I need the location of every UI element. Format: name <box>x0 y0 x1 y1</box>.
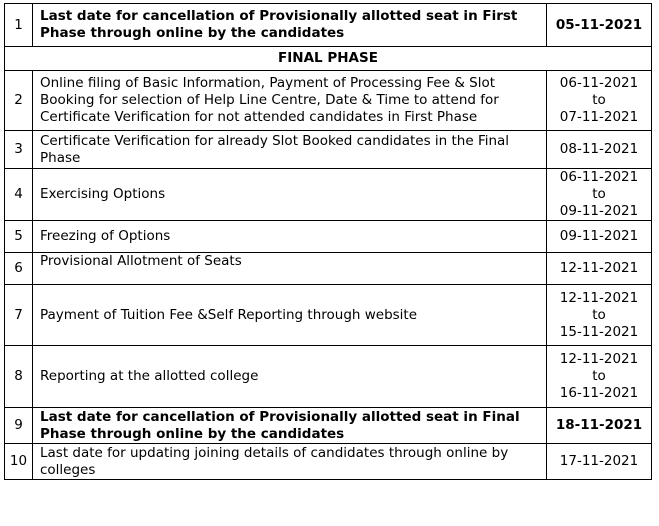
table-row <box>5 444 652 480</box>
event-date <box>547 346 652 408</box>
date-line: 05-11-2021 <box>555 16 643 33</box>
serial-number: 4 <box>5 169 33 221</box>
table-row <box>5 408 652 444</box>
event-date <box>547 444 652 480</box>
schedule-table-body <box>5 4 652 480</box>
event-description: Last date for cancellation of Provisionally allotted seat in First Phase through online by the candidates <box>33 4 547 47</box>
serial-number: 6 <box>5 253 33 285</box>
table-row <box>5 346 652 408</box>
serial-number: 2 <box>5 71 33 131</box>
event-date <box>547 253 652 285</box>
event-date <box>547 221 652 253</box>
event-date <box>547 4 652 47</box>
date-line: 12-11-2021 <box>559 289 639 306</box>
event-date <box>547 285 652 346</box>
section-heading-row <box>5 47 652 71</box>
date-line: 18-11-2021 <box>555 417 643 433</box>
schedule-table <box>4 3 652 480</box>
date-line: 17-11-2021 <box>559 453 639 469</box>
table-row <box>5 169 652 221</box>
event-description: Freezing of Options <box>33 221 547 253</box>
event-description: Certificate Verification for already Slot Booked candidates in the Final Phase <box>33 131 547 169</box>
event-date <box>547 169 652 221</box>
serial-number: 7 <box>5 285 33 346</box>
date-line: 08-11-2021 <box>559 141 639 157</box>
event-description: Last date for cancellation of Provisionally allotted seat in Final Phase through online by the candidates <box>33 408 547 444</box>
serial-number: 1 <box>5 4 33 47</box>
date-line: to <box>592 306 606 323</box>
serial-number: 3 <box>5 131 33 169</box>
table-row <box>5 253 652 285</box>
date-line: 12-11-2021 <box>559 260 639 276</box>
date-line: 06-11-2021 <box>559 75 639 91</box>
serial-number: 9 <box>5 408 33 444</box>
date-line: 07-11-2021 <box>559 109 639 125</box>
serial-number: 10 <box>5 444 33 480</box>
event-description: Last date for updating joining details of candidates through online by colleges <box>33 444 547 480</box>
date-line: to <box>592 368 606 384</box>
date-line: 06-11-2021 <box>559 169 639 185</box>
date-line: to <box>592 92 606 108</box>
date-line: 16-11-2021 <box>559 385 639 401</box>
event-description: Provisional Allotment of Seats <box>33 253 547 285</box>
date-line: to <box>592 186 606 202</box>
section-heading: FINAL PHASE <box>5 47 652 71</box>
event-description: Reporting at the allotted college <box>33 346 547 408</box>
event-date <box>547 408 652 444</box>
table-row <box>5 131 652 169</box>
table-row <box>5 285 652 346</box>
table-row <box>5 71 652 131</box>
date-line: 15-11-2021 <box>559 323 639 340</box>
table-row <box>5 221 652 253</box>
event-date <box>547 131 652 169</box>
table-row <box>5 4 652 47</box>
event-date <box>547 71 652 131</box>
serial-number: 8 <box>5 346 33 408</box>
date-line: 09-11-2021 <box>559 228 639 244</box>
event-description: Exercising Options <box>33 169 547 221</box>
serial-number: 5 <box>5 221 33 253</box>
date-line: 09-11-2021 <box>559 203 639 219</box>
event-description: Online filing of Basic Information, Payment of Processing Fee & Slot Booking for selection of Help Line Centre, Date & Time to attend for Certificate Verification for not attended candidates in First Phase <box>33 71 547 131</box>
event-description: Payment of Tuition Fee &Self Reporting through website <box>33 285 547 346</box>
date-line: 12-11-2021 <box>559 351 639 367</box>
